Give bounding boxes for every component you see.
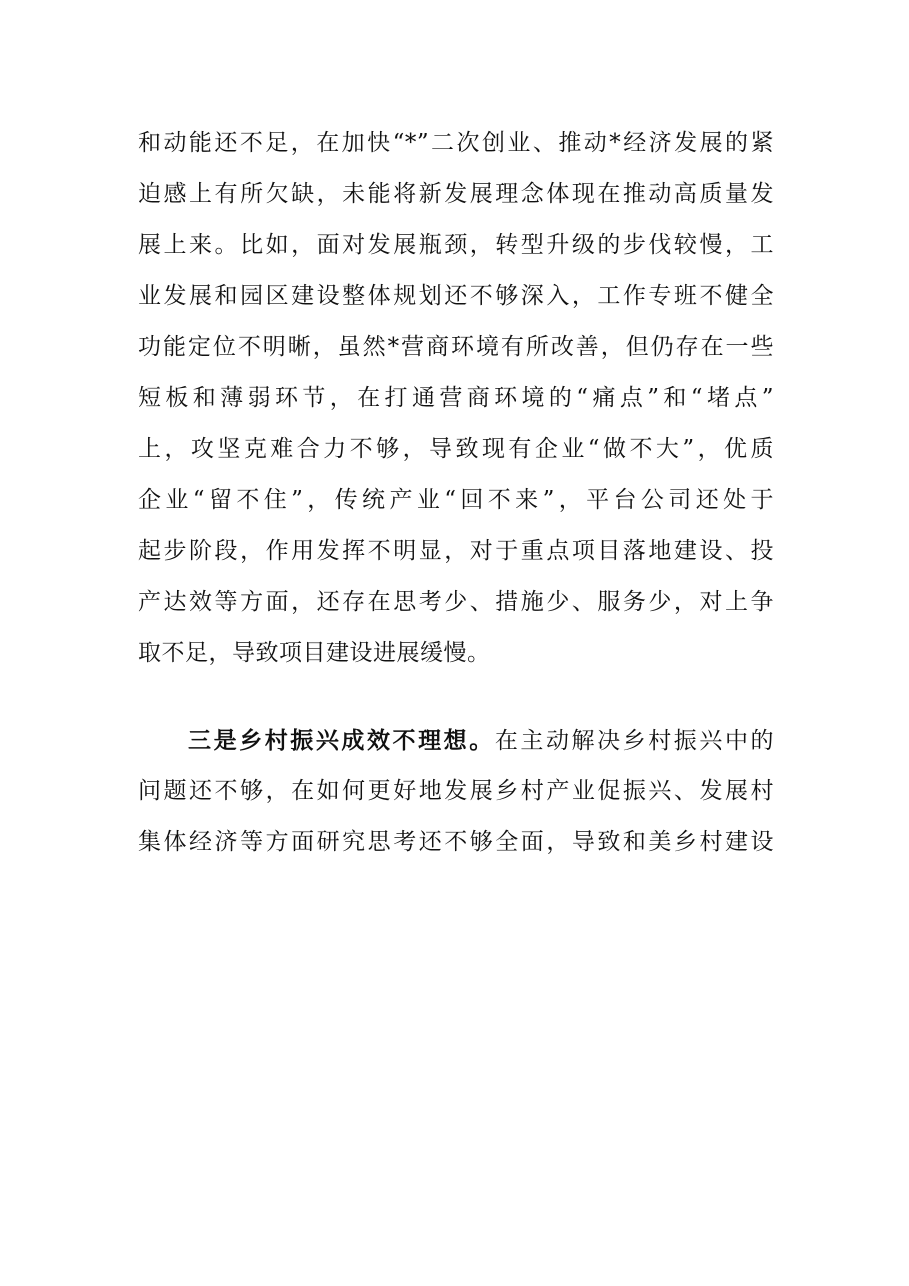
paragraph-line: 起步阶段，作用发挥不明显，对于重点项目落地建设、投 (138, 538, 774, 564)
paragraph-line: 取不足，导致项目建设进展缓慢。 (138, 640, 491, 666)
paragraph-line: 问题还不够，在如何更好地发展乡村产业促振兴、发展村 (138, 778, 774, 804)
paragraph-line: 展上来。比如，面对发展瓶颈，转型升级的步伐较慢，工 (138, 232, 774, 258)
paragraph-spacing (138, 679, 774, 715)
paragraph-line: 集体经济等方面研究思考还不够全面，导致和美乡村建设 (138, 829, 774, 855)
document-body (138, 118, 774, 868)
paragraph-line: 迫感上有所欠缺，未能将新发展理念体现在推动高质量发 (138, 181, 774, 207)
paragraph-line: 企业“留不住”，传统产业“回不来”，平台公司还处于 (138, 487, 774, 513)
section-heading: 三是乡村振兴成效不理想。 (188, 727, 495, 754)
paragraph-line: 短板和薄弱环节，在打通营商环境的“痛点”和“堵点” (138, 385, 774, 411)
paragraph-first-line (138, 715, 774, 766)
heading-line-continuation: 在主动解决乡村振兴中的 (494, 728, 775, 754)
paragraph-line: 业发展和园区建设整体规划还不够深入，工作专班不健全 (138, 283, 774, 309)
paragraph-line: 上，攻坚克难合力不够，导致现有企业“做不大”，优质 (138, 436, 774, 462)
paragraph-line: 和动能还不足，在加快“*”二次创业、推动*经济发展的紧 (138, 130, 774, 156)
paragraph-economic-development (138, 118, 774, 679)
paragraph-line: 产达效等方面，还存在思考少、措施少、服务少，对上争 (138, 589, 774, 615)
paragraph-rural-revitalization (138, 715, 774, 868)
paragraph-line: 功能定位不明晰，虽然*营商环境有所改善，但仍存在一些 (138, 334, 774, 360)
